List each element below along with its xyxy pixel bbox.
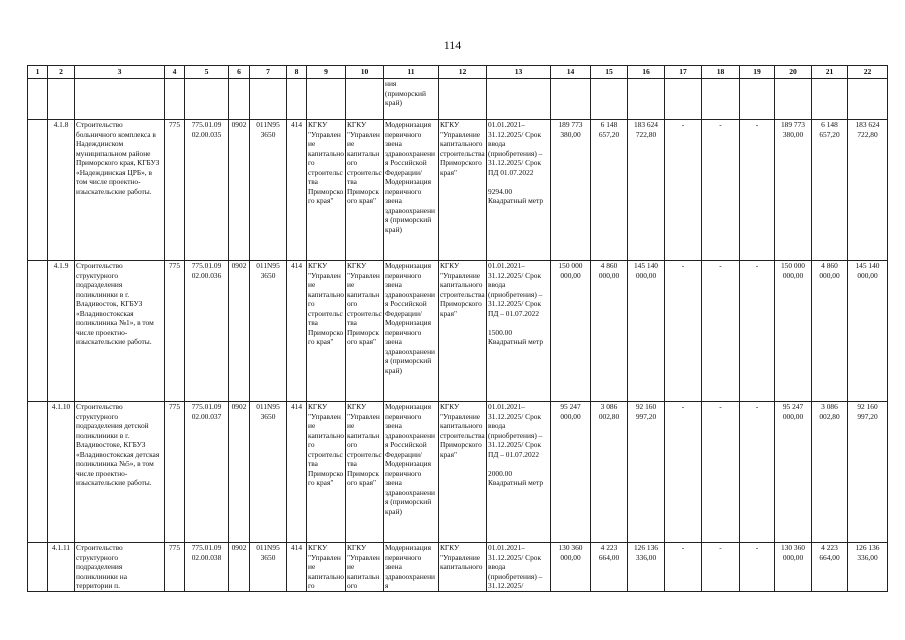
row-number: 4.1.9 (48, 261, 75, 402)
table-cell: КГКУ "Управление капитального строительства Приморского края" (307, 402, 346, 543)
table-cell: - (665, 120, 702, 261)
table-cell: Модернизация первичного звена здравоохранения Российской Федерации/Модернизация первичного звена здравоохранения (приморский край) (384, 261, 439, 402)
object-name: Строительство структурного подразделения детской поликлиники в г. Владивостоке, КГБУЗ «Владивостокская детская поликлиника №5», в том числе проектно-изыскательские работы. (75, 402, 165, 543)
col-header: 12 (439, 66, 487, 79)
amount-cell: 145 140 000,00 (628, 261, 665, 402)
table-cell: 775.01.09 02.00.037 (185, 402, 229, 543)
table-cell: 775.01.09 02.00.035 (185, 120, 229, 261)
continuation-row (28, 79, 888, 120)
amount-cell: 4 860 000,00 (812, 261, 848, 402)
table-row (28, 261, 888, 402)
table-cell (28, 543, 48, 592)
table-cell: 011N95 3650 (250, 543, 287, 592)
table-cell (28, 261, 48, 402)
col-header: 22 (848, 66, 888, 79)
table-cell: - (702, 120, 740, 261)
col-header: 16 (628, 66, 665, 79)
table-row (28, 543, 888, 592)
col-header: 14 (551, 66, 591, 79)
table-cell: 011N95 3650 (250, 120, 287, 261)
amount-cell: 4 223 664,00 (591, 543, 628, 592)
col-header: 20 (775, 66, 812, 79)
amount-cell: 130 360 000,00 (551, 543, 591, 592)
table-cell: КГКУ "Управление капитального строительства Приморского края" (439, 120, 487, 261)
table-cell: 0902 (229, 261, 250, 402)
col-header: 4 (165, 66, 185, 79)
col-header: 15 (591, 66, 628, 79)
col-header: 5 (185, 66, 229, 79)
table-cell (28, 402, 48, 543)
object-name: Строительство структурного подразделения поликлиники на территории п. (75, 543, 165, 592)
amount-cell: 183 624 722,80 (848, 120, 888, 261)
amount-cell: 126 136 336,00 (628, 543, 665, 592)
amount-cell: 130 360 000,00 (775, 543, 812, 592)
table-cell: КГКУ "Управление капитального строительства Приморского края" (346, 120, 384, 261)
amount-cell: 3 086 002,80 (812, 402, 848, 543)
table-cell: КГКУ "Управление капитального строительства Приморского края" (439, 261, 487, 402)
col-header: 1 (28, 66, 48, 79)
table-cell: КГКУ "Управление капитального строительства Приморского края" (307, 261, 346, 402)
object-name: Строительство структурного подразделения поликлиники в г. Владивосток, КГБУЗ «Владивостокская поликлиника №1», в том числе проектно-изыскательские работы. (75, 261, 165, 402)
table-cell: 414 (287, 402, 307, 543)
row-number: 4.1.8 (48, 120, 75, 261)
table-cell: - (665, 543, 702, 592)
table-cell: - (702, 402, 740, 543)
col-header: 10 (346, 66, 384, 79)
table-cell (28, 120, 48, 261)
table-cell: 01.01.2021–31.12.2025/ Срок ввода (приобретения) – 31.12.2025/ Срок ПД – 01.07.2022 2000.00 Квадратный метр (487, 402, 551, 543)
col-header: 6 (229, 66, 250, 79)
table-row (28, 402, 888, 543)
table-cell: Модернизация первичного звена здравоохранения (384, 543, 439, 592)
table-cell: - (740, 120, 775, 261)
col-header: 8 (287, 66, 307, 79)
table-cell: 011N95 3650 (250, 261, 287, 402)
col-header: 19 (740, 66, 775, 79)
table-cell: КГКУ "Управление капитального строительства Приморского края" (307, 120, 346, 261)
table-cell: - (740, 543, 775, 592)
table-row (28, 120, 888, 261)
amount-cell: 4 223 664,00 (812, 543, 848, 592)
col-header: 9 (307, 66, 346, 79)
amount-cell: 150 000 000,00 (551, 261, 591, 402)
table-cell: - (702, 543, 740, 592)
col-header: 17 (665, 66, 702, 79)
col-header: 21 (812, 66, 848, 79)
table-cell: 414 (287, 120, 307, 261)
table-cell: 775 (165, 261, 185, 402)
amount-cell: 145 140 000,00 (848, 261, 888, 402)
amount-cell: 92 160 997,20 (628, 402, 665, 543)
table-cell: КГКУ "Управление капитального строительства Приморского края" (439, 402, 487, 543)
table-cell: 01.01.2021–31.12.2025/ Срок ввода (приобретения) – 31.12.2025/ Срок ПД 01.07.2022 9294.00 Квадратный метр (487, 120, 551, 261)
table-cell: ния (приморский край) (384, 79, 439, 120)
table-cell: 775 (165, 120, 185, 261)
table-cell: КГКУ "Управление капитального строительства Приморского края" (346, 261, 384, 402)
table-cell: 0902 (229, 543, 250, 592)
amount-cell: 150 000 000,00 (775, 261, 812, 402)
table-cell: 775 (165, 543, 185, 592)
col-header: 3 (75, 66, 165, 79)
table-cell: 414 (287, 543, 307, 592)
amount-cell: 95 247 000,00 (551, 402, 591, 543)
table-cell: 011N95 3650 (250, 402, 287, 543)
table-cell: - (740, 402, 775, 543)
object-name: Строительство больничного комплекса в Надеждинском муниципальном районе Приморского края, КГБУЗ «Надеждинская ЦРБ», в том числе проектно-изыскательские работы. (75, 120, 165, 261)
amount-cell: 6 148 657,20 (591, 120, 628, 261)
amount-cell: 92 160 997,20 (848, 402, 888, 543)
amount-cell: 6 148 657,20 (812, 120, 848, 261)
table-cell: 01.01.2021–31.12.2025/ Срок ввода (приобретения) – 31.12.2025/ (487, 543, 551, 592)
table-cell: Модернизация первичного звена здравоохранения Российской Федерации/Модернизация первичного звена здравоохранения (приморский край) (384, 120, 439, 261)
amount-cell: 183 624 722,80 (628, 120, 665, 261)
table-cell: 414 (287, 261, 307, 402)
col-header: 2 (48, 66, 75, 79)
table-cell: 01.01.2021–31.12.2025/ Срок ввода (приобретения) – 31.12.2025/ Срок ПД – 01.07.2022 1500.00 Квадратный метр (487, 261, 551, 402)
table-cell: - (665, 402, 702, 543)
col-header: 7 (250, 66, 287, 79)
table-cell: 775.01.09 02.00.036 (185, 261, 229, 402)
table-cell: КГКУ "Управление капитального (308, 543, 344, 590)
amount-cell: 189 773 380,00 (775, 120, 812, 261)
row-number: 4.1.10 (48, 402, 75, 543)
table-cell: 0902 (229, 120, 250, 261)
amount-cell: 126 136 336,00 (848, 543, 888, 592)
amount-cell: 95 247 000,00 (775, 402, 812, 543)
table-cell: КГКУ "Управление капитального строительства Приморского края" (346, 402, 384, 543)
table-cell: 775.01.09 02.00.038 (185, 543, 229, 592)
amount-cell: 3 086 002,80 (591, 402, 628, 543)
table-cell: 775 (165, 402, 185, 543)
col-header: 18 (702, 66, 740, 79)
table-cell: Модернизация первичного звена здравоохранения Российской Федерации/Модернизация первичного звена здравоохранения (приморский край) (384, 402, 439, 543)
amount-cell: 189 773 380,00 (551, 120, 591, 261)
row-number: 4.1.11 (48, 543, 75, 592)
table-cell: 0902 (229, 402, 250, 543)
table-cell: КГКУ "Управление капитального (439, 543, 487, 592)
col-header: 13 (487, 66, 551, 79)
col-header: 11 (384, 66, 439, 79)
header-row (28, 66, 888, 79)
table-cell: - (740, 261, 775, 402)
table-cell: - (665, 261, 702, 402)
amount-cell: 4 860 000,00 (591, 261, 628, 402)
document-table (27, 65, 888, 592)
table-cell: КГКУ "Управление капитального (346, 543, 384, 592)
table-cell: - (702, 261, 740, 402)
page-number: 114 (443, 38, 462, 52)
